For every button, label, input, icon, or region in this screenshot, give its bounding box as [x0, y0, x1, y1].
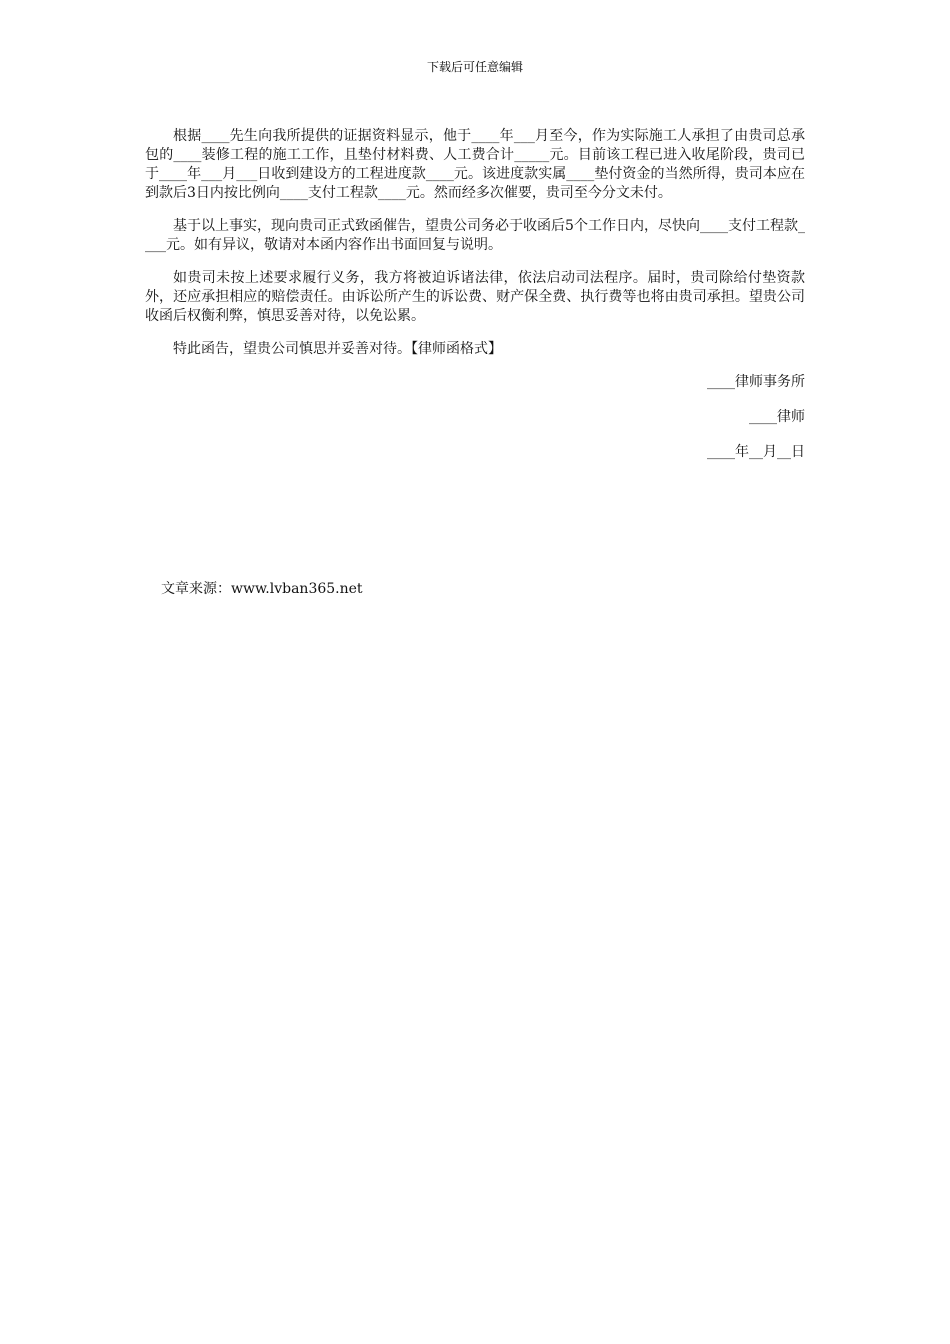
signature-date: ____年__月__日	[707, 444, 805, 460]
paragraph-consequence: 如贵司未按上述要求履行义务，我方将被迫诉诸法律，依法启动司法程序。届时，贵司除给付垫资款外，还应承担相应的赔偿责任。由诉讼所产生的诉讼费、财产保全费、执行费等也将由贵司承担。望贵公司收函后权衡利弊，慎思妥善对待，以免讼累。	[145, 270, 805, 324]
paragraph-facts: 根据____先生向我所提供的证据资料显示，他于____年___月至今，作为实际施工人承担了由贵司总承包的____装修工程的施工工作，且垫付材料费、人工费合计_____元。目前该工程已进入收尾阶段，贵司已于____年___月___日收到建设方的工程进度款____元。该进度款实属____垫付资金的当然所得，贵司本应在到款后3日内按比例向____支付工程款____元。然而经多次催要，贵司至今分文未付。	[145, 128, 805, 201]
page-header: 下载后可任意编辑	[426, 60, 523, 74]
signature-firm: ____律师事务所	[707, 374, 805, 390]
letter-body	[145, 127, 805, 462]
signature-lawyer: ____律师	[749, 409, 805, 425]
paragraph-demand: 基于以上事实，现向贵司正式致函催告，望贵公司务必于收函后5个工作日内，尽快向____支付工程款____元。如有异议，敬请对本函内容作出书面回复与说明。	[145, 218, 805, 253]
paragraph-closing: 特此函告，望贵公司慎思并妥善对待。【律师函格式】	[173, 341, 502, 357]
source-line: 文章来源：www.lvban365.net	[161, 581, 363, 597]
